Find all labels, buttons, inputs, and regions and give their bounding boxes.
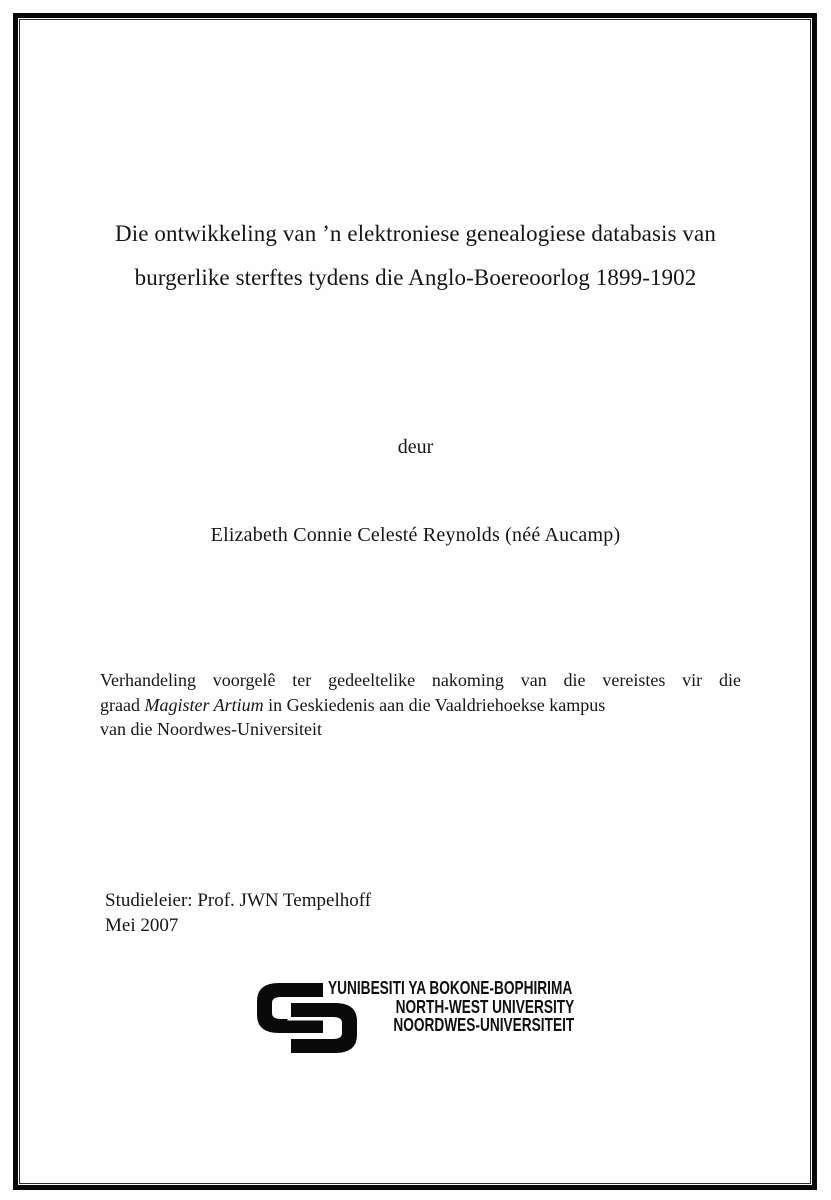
degree-statement-line-2-post: in Geskiedenis aan die Vaaldriehoekse kampus: [263, 694, 606, 715]
author-name: Elizabeth Connie Celesté Reynolds (néé Aucamp): [210, 524, 621, 546]
thesis-title: [40, 212, 791, 300]
supervisor-line: Studieleier: Prof. JWN Tempelhoff: [105, 890, 372, 911]
logo-text-afrikaans: NOORDWES-UNIVERSITEIT: [393, 1015, 575, 1036]
supervisor-block: [105, 889, 371, 938]
university-logo-text: [328, 979, 574, 1035]
thesis-title-line-2: burgerlike sterftes tydens die Anglo-Boereoorlog 1899-1902: [134, 265, 697, 290]
university-logo: [257, 978, 577, 1056]
logo-text-english: NORTH-WEST UNIVERSITY: [395, 996, 575, 1017]
degree-statement-line-2: [100, 693, 741, 718]
byline-deur: deur: [397, 436, 434, 458]
thesis-title-line-1: Die ontwikkeling van ’n elektroniese genealogiese databasis van: [115, 221, 716, 246]
degree-statement: [100, 668, 741, 742]
degree-name-italic: Magister Artium: [144, 694, 264, 715]
degree-statement-line-1: Verhandeling voorgelê ter gedeeltelike nakoming van die vereistes vir die: [100, 670, 741, 690]
date-line: Mei 2007: [105, 914, 179, 936]
degree-statement-line-3: van die Noordwes-Universiteit: [100, 719, 322, 739]
degree-statement-line-2-pre: graad: [100, 694, 145, 715]
logo-text-setswana: YUNIBESITI YA BOKONE-BOPHIRIMA: [328, 978, 573, 998]
